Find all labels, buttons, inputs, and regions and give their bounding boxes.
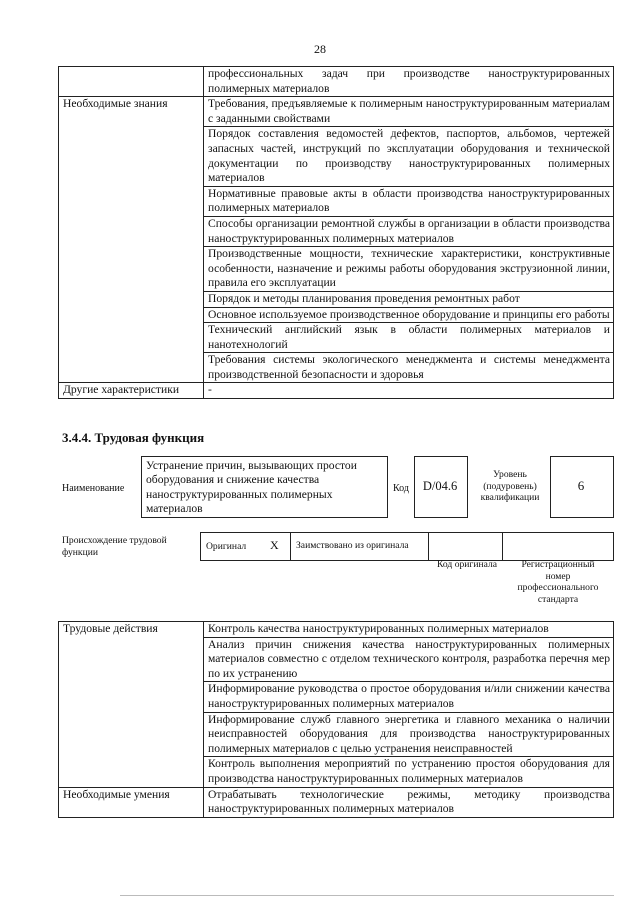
- origin-label: Происхождение трудовой функции: [62, 535, 167, 558]
- knowledge-item: Порядок составления ведомостей дефектов, паспортов, альбомов, чертежей запасных частей, инструкций по эксплуатации оборудования и технической документации по производству наноструктурированных полимерных материалов: [204, 127, 614, 186]
- knowledge-table: [58, 66, 614, 399]
- original-label: Оригинал: [206, 541, 247, 552]
- table-row: [59, 622, 614, 638]
- table-row: [59, 787, 614, 817]
- table-row: [59, 97, 614, 127]
- section-heading: 3.4.4. Трудовая функция: [62, 430, 205, 445]
- footer-rule: [120, 895, 614, 896]
- origin-code-label: Код оригинала: [436, 559, 498, 570]
- action-item: Информирование руководства о простое оборудования и/или снижении качества наноструктурированных полимерных материалов: [204, 682, 614, 712]
- table-row: [59, 67, 614, 97]
- name-label: Наименование: [62, 483, 125, 494]
- skill-item: Отрабатывать технологические режимы, методику производства наноструктурированных полимерных материалов: [204, 787, 614, 817]
- row-label-skills: Необходимые умения: [59, 787, 204, 817]
- action-item: Информирование служб главного энергетика и главного механика о наличии неисправностей оборудования для производства наноструктурированных полимерных материалов с целью устранения неисправностей: [204, 712, 614, 757]
- knowledge-item: Основное используемое производственное оборудование и принципы его работы: [204, 307, 614, 323]
- origin-divider: [290, 532, 291, 560]
- function-name: Устранение причин, вызывающих простои оборудования и снижение качества наноструктурированных полимерных материалов: [146, 459, 357, 516]
- page-number: 28: [314, 42, 326, 56]
- origin-divider: [502, 532, 503, 560]
- row-item: профессиональных задач при производстве наноструктурированных полимерных материалов: [204, 67, 614, 97]
- knowledge-item: Способы организации ремонтной службы в организации в области производства наноструктурированных полимерных материалов: [204, 216, 614, 246]
- action-item: Контроль качества наноструктурированных полимерных материалов: [204, 622, 614, 638]
- row-label-other: Другие характеристики: [59, 383, 204, 399]
- reg-number-label: Регистрационный номер профессионального стандарта: [517, 559, 599, 605]
- action-item: Контроль выполнения мероприятий по устранению простоя оборудования для производства наноструктурированных полимерных материалов: [204, 757, 614, 787]
- level-label: Уровень (подуровень) квалификации: [480, 469, 540, 504]
- row-label: [59, 67, 204, 97]
- action-item: Анализ причин снижения качества наноструктурированных полимерных материалов совместно с отделом технического контроля, разработка перечня мер по их устранению: [204, 637, 614, 682]
- origin-divider: [428, 532, 429, 560]
- original-mark: X: [270, 538, 279, 552]
- level-value: 6: [577, 478, 585, 493]
- other-item: -: [204, 383, 614, 399]
- table-row: [59, 383, 614, 399]
- knowledge-item: Нормативные правовые акты в области производства наноструктурированных полимерных материалов: [204, 186, 614, 216]
- row-label-knowledge: Необходимые знания: [59, 97, 204, 383]
- borrowed-label: Заимствовано из оригинала: [296, 540, 409, 551]
- knowledge-item: Порядок и методы планирования проведения ремонтных работ: [204, 291, 614, 307]
- row-label-actions: Трудовые действия: [59, 622, 204, 788]
- knowledge-item: Требования системы экологического менеджмента и системы менеджмента производственной безопасности и здоровья: [204, 353, 614, 383]
- labor-actions-table: [58, 621, 614, 818]
- knowledge-item: Требования, предъявляемые к полимерным наноструктурированным материалам с заданными свойствами: [204, 97, 614, 127]
- code-value: D/04.6: [422, 479, 458, 493]
- knowledge-item: Производственные мощности, технические характеристики, конструктивные особенности, назначение и режимы работы оборудования экструзионной линии, правила его эксплуатации: [204, 247, 614, 292]
- knowledge-item: Технический английский язык в области полимерных материалов и нанотехнологий: [204, 323, 614, 353]
- code-label: Код: [393, 483, 409, 494]
